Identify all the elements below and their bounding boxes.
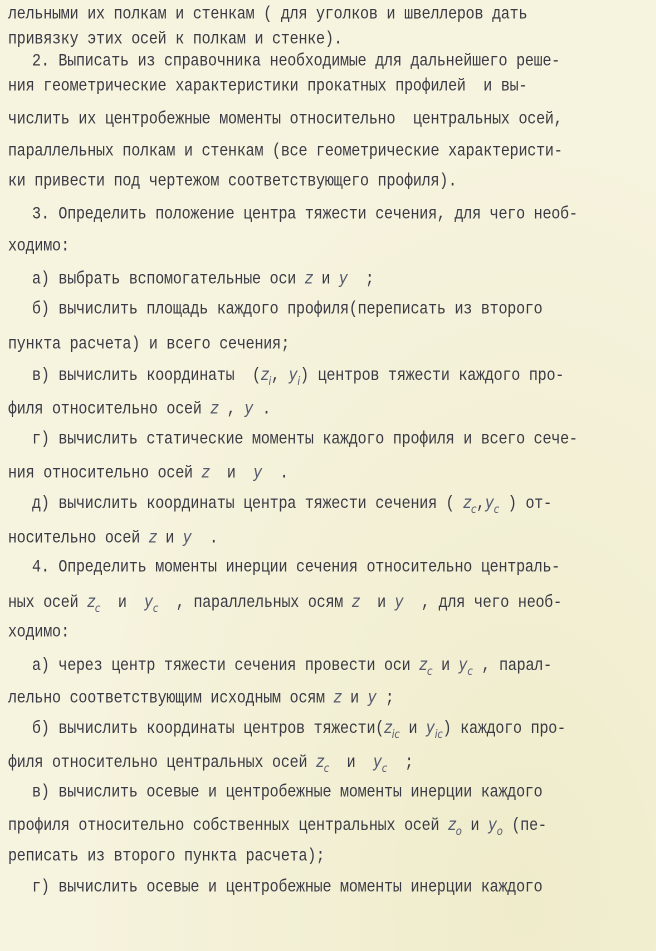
text-run: и [209,463,254,484]
variable-symbol: y [182,526,192,548]
text-run: , параллельных осям [158,593,352,613]
math-variable [448,814,462,839]
text-line [8,142,563,163]
text-line [8,751,413,780]
text-run: ) от- [499,494,552,514]
math-variable [339,268,348,289]
math-variable [183,527,192,548]
text-line [8,110,563,131]
text-run: привязку этих осей к полкам и стенке). [8,29,343,50]
variable-symbol: y [244,397,254,419]
variable-symbol: y [367,686,377,708]
text-run: ных осей [8,593,88,613]
text-run: а) через центр тяжести сечения провести оси [32,656,420,676]
text-run: пункта расчета) и всего сечения; [8,334,290,355]
text-run: , [218,399,245,420]
text-line [32,654,552,683]
variable-subscript: c [470,503,477,517]
variable-subscript: c [381,762,388,776]
text-run: д) вычислить координаты центра тяжести сечения ( [32,494,464,514]
variable-subscript: o [496,825,503,839]
text-line [32,430,578,451]
text-run: ; [387,753,414,773]
text-line [32,268,374,291]
variable-subscript: ic [391,728,400,742]
text-run: в) вычислить осевые и центробежные моменты инерции каждого [32,782,543,803]
math-variable [144,591,159,616]
text-run: носительно осей [8,528,149,549]
variable-symbol: y [253,461,263,483]
math-variable [288,364,301,389]
math-variable [305,268,313,289]
math-variable [210,398,218,419]
variable-subscript: ic [434,728,443,742]
variable-symbol: z [448,814,456,835]
text-run: ния геометрические характеристики прокатных профилей и вы- [8,76,528,97]
text-line [32,783,543,804]
math-variable [316,751,330,776]
variable-symbol: z [463,492,471,513]
text-run: и [329,753,374,773]
text-line [8,462,288,485]
text-line [32,492,552,521]
variable-subscript: c [94,602,101,616]
text-line [32,300,543,321]
variable-symbol: z [333,686,342,708]
variable-subscript: i [297,375,301,389]
text-run: . [262,463,289,484]
text-run: числить их центробежные моменты относительно центральных осей, [8,109,563,130]
text-run: ния относительно осей [8,463,202,484]
variable-symbol: z [201,461,210,483]
variable-subscript: c [467,665,473,679]
variable-subscript: c [152,602,159,616]
text-line [8,237,70,258]
text-line [8,591,562,620]
text-line [8,172,457,193]
text-run: ки привести под чертежом соответствующего профиля). [8,171,457,192]
variable-symbol: z [87,591,95,612]
text-run: г) вычислить осевые и центробежные моменты инерции каждого [32,877,543,898]
text-run: и [100,593,145,613]
math-variable [426,717,443,742]
text-line [32,52,560,73]
text-run: и [359,593,395,613]
text-run: и [312,269,339,290]
text-run: лельно соответствующим исходным осям [8,688,334,709]
variable-symbol: y [458,654,468,675]
text-run: лельными их полкам и стенкам ( для уголков и швеллеров дать [8,4,528,25]
text-run: ) каждого про- [442,719,566,739]
text-run: реписать из второго пункта расчета); [8,846,325,867]
text-line [8,30,342,51]
text-line [8,814,547,843]
math-variable [373,751,388,776]
text-line [32,558,560,579]
math-variable [352,591,360,612]
variable-symbol: z [351,591,360,612]
text-run: 3. Определить положение центра тяжести сечения, для чего необ- [32,204,578,225]
text-run: г) вычислить статические моменты каждого профиля и всего сече- [32,429,578,450]
text-run: ; [347,269,375,290]
text-run: и [156,528,183,549]
text-run: ходимо: [8,236,70,257]
text-run: . [253,399,271,420]
text-run: (пе- [502,816,547,836]
variable-symbol: y [288,364,298,385]
variable-symbol: y [373,751,382,772]
variable-subscript: c [426,665,433,679]
text-run: , [476,494,486,514]
variable-subscript: i [268,375,272,389]
variable-symbol: y [394,591,404,612]
math-variable [260,364,272,389]
text-line [8,398,271,421]
math-variable [488,814,503,839]
text-run: 2. Выписать из справочника необходимые для дальнейшего реше- [32,51,561,72]
math-variable [463,492,477,517]
variable-symbol: y [488,814,497,835]
variable-symbol: y [144,591,153,612]
variable-symbol: y [485,492,494,513]
math-variable [245,398,254,419]
math-variable [253,462,262,483]
text-run: , парал- [472,656,552,676]
math-variable [458,654,473,679]
text-run: . [191,528,219,549]
text-line [32,878,543,899]
text-run: , [271,366,289,386]
text-line [8,527,218,550]
text-run: ) центров тяжести каждого про- [300,366,565,386]
variable-symbol: y [338,267,348,289]
variable-symbol: z [148,526,157,548]
text-run: и [341,688,368,709]
text-line [8,847,325,868]
text-run: б) вычислить площадь каждого профиля(переписать из второго [32,299,543,320]
text-line [8,623,70,644]
variable-subscript: o [455,825,462,839]
text-run: и [399,719,427,739]
text-run: б) вычислить координаты центров тяжести( [32,719,385,739]
text-line [32,717,566,746]
math-variable [384,717,400,742]
variable-symbol: z [316,751,324,772]
text-run: , для чего необ- [403,593,562,613]
math-variable [149,527,157,548]
text-run: и [432,656,459,676]
text-run: параллельных полкам и стенкам (все геометрические характеристи- [8,141,563,162]
math-variable [485,492,500,517]
variable-symbol: z [384,717,392,738]
math-variable [87,591,101,616]
text-run: филя относительно центральных осей [8,753,317,773]
text-line [8,687,394,710]
math-variable [419,654,433,679]
text-run: 4. Определить моменты инерции сечения относительно централь- [32,557,561,578]
text-line [32,205,578,226]
text-line [8,335,290,356]
text-line [8,5,527,26]
text-run: в) вычислить координаты ( [32,366,261,386]
variable-subscript: c [493,503,500,517]
text-run: профиля относительно собственных центральных осей [8,816,449,836]
text-run: филя относительно осей [8,399,211,420]
variable-symbol: z [210,397,219,419]
text-run: ; [376,688,395,709]
text-run: и [461,816,489,836]
variable-subscript: c [323,762,330,776]
variable-symbol: z [304,267,313,289]
text-run: ходимо: [8,622,70,643]
variable-symbol: y [426,717,435,738]
text-run: а) выбрать вспомогательные оси [32,269,305,290]
variable-symbol: z [260,364,269,385]
variable-symbol: z [419,654,427,675]
text-line [8,77,527,98]
text-line [32,364,564,393]
